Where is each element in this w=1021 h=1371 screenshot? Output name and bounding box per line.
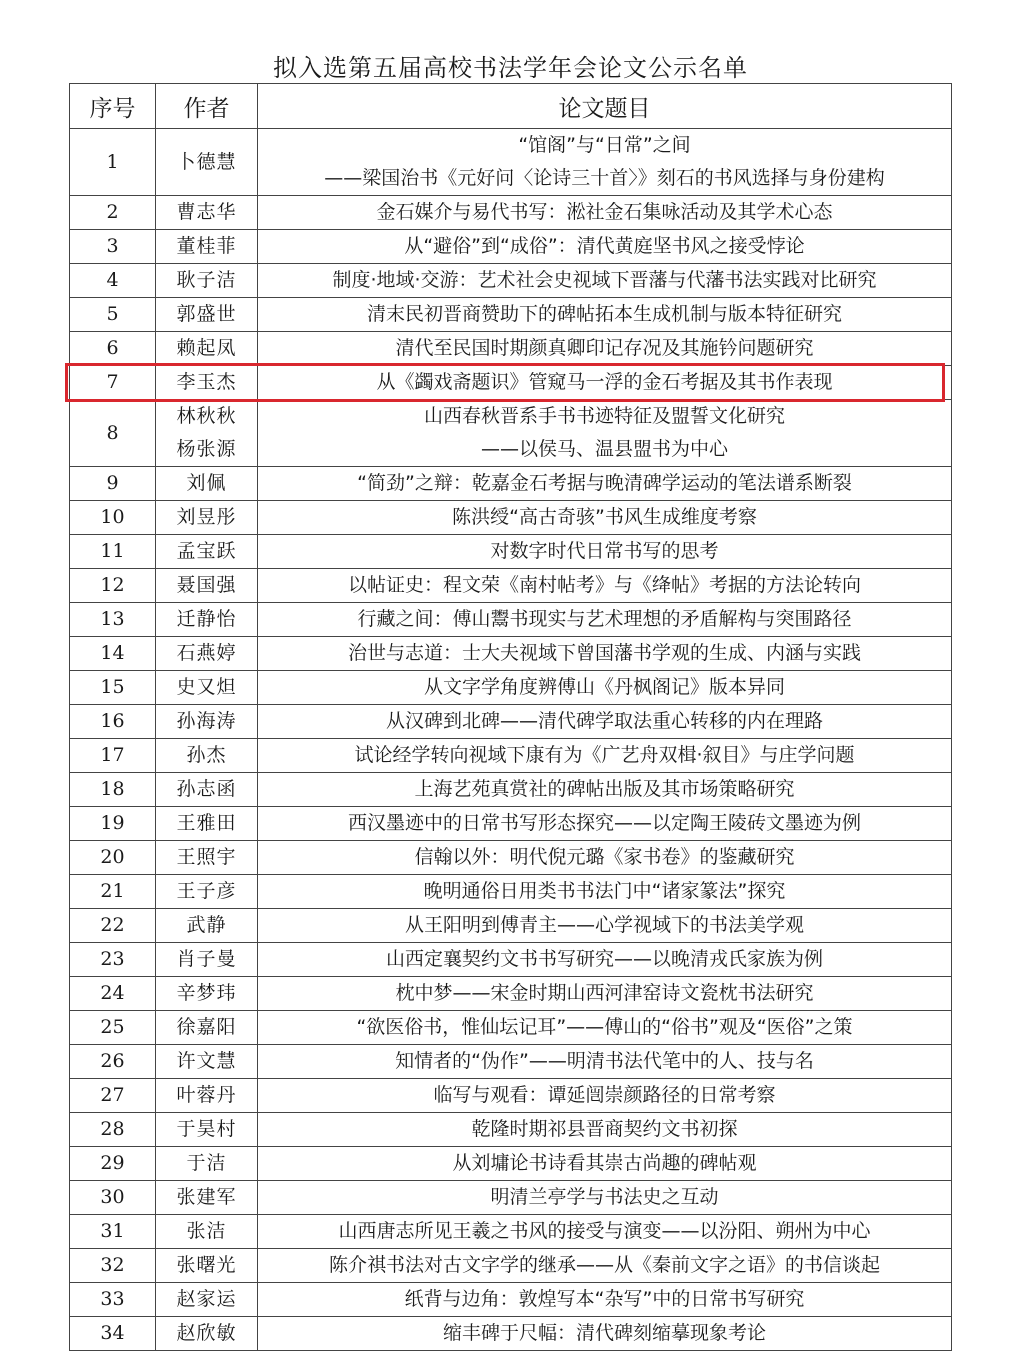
author-name: 林秋秋	[176, 405, 237, 427]
row-number: 28	[70, 1113, 156, 1147]
author-name: 于昊村	[176, 1118, 237, 1140]
table-row	[70, 603, 952, 637]
row-number: 1	[70, 129, 156, 196]
paper-title-line: 枕中梦——宋金时期山西河津窑诗文瓷枕书法研究	[395, 982, 814, 1004]
paper-title-line: 明清兰亭学与书法史之互动	[490, 1186, 719, 1208]
author-name: 杨张源	[176, 438, 237, 460]
row-number: 7	[70, 366, 156, 400]
author-name: 石燕婷	[176, 642, 237, 664]
row-number: 33	[70, 1283, 156, 1317]
row-number: 34	[70, 1317, 156, 1351]
paper-title-cell	[258, 909, 952, 943]
paper-title-cell	[258, 603, 952, 637]
paper-title-cell	[258, 332, 952, 366]
table-row	[70, 841, 952, 875]
author-cell	[156, 1079, 258, 1113]
author-cell	[156, 1147, 258, 1181]
author-cell	[156, 1249, 258, 1283]
author-cell	[156, 1283, 258, 1317]
author-name: 刘昱彤	[176, 506, 237, 528]
paper-title-line: “简劲”之辩：乾嘉金石考据与晚清碑学运动的笔法谱系断裂	[357, 472, 852, 494]
table-row	[70, 1181, 952, 1215]
paper-title-line: 清代至民国时期颜真卿印记存况及其施钤问题研究	[395, 337, 814, 359]
paper-title-cell	[258, 1317, 952, 1351]
author-cell	[156, 807, 258, 841]
author-cell	[156, 841, 258, 875]
table-row	[70, 129, 952, 196]
row-number: 21	[70, 875, 156, 909]
author-cell	[156, 501, 258, 535]
author-cell	[156, 909, 258, 943]
author-name: 于洁	[186, 1152, 227, 1174]
paper-title-line: 乾隆时期祁县晋商契约文书初探	[471, 1118, 738, 1140]
row-number: 13	[70, 603, 156, 637]
table-row	[70, 739, 952, 773]
paper-title-line: 清末民初晋商赞助下的碑帖拓本生成机制与版本特征研究	[366, 303, 842, 325]
author-name: 叶蓉丹	[176, 1084, 237, 1106]
row-number: 5	[70, 298, 156, 332]
author-name: 曹志华	[176, 201, 237, 223]
row-number: 25	[70, 1011, 156, 1045]
table-row	[70, 875, 952, 909]
paper-title-cell	[258, 535, 952, 569]
row-number: 26	[70, 1045, 156, 1079]
paper-title-line: 从文字学角度辨傅山《丹枫阁记》版本异同	[423, 676, 785, 698]
author-name: 孟宝跃	[176, 540, 237, 562]
table-header-row	[70, 84, 952, 129]
paper-title-cell	[258, 1079, 952, 1113]
paper-title-cell	[258, 943, 952, 977]
author-name: 赵家运	[176, 1288, 237, 1310]
paper-title-line: 金石媒介与易代书写：淞社金石集咏活动及其学术心态	[376, 201, 833, 223]
author-cell	[156, 264, 258, 298]
row-number: 32	[70, 1249, 156, 1283]
row-number: 10	[70, 501, 156, 535]
paper-title-line: ——梁国治书《元好问〈论诗三十首〉》刻石的书风选择与身份建构	[324, 167, 885, 189]
author-name: 李玉杰	[176, 371, 237, 393]
row-number: 8	[70, 400, 156, 467]
author-name: 耿子洁	[176, 269, 237, 291]
table-row	[70, 1113, 952, 1147]
paper-title-line: 山西定襄契约文书书写研究——以晚清戎氏家族为例	[385, 948, 823, 970]
author-cell	[156, 977, 258, 1011]
author-cell	[156, 400, 258, 467]
author-name: 郭盛世	[176, 303, 237, 325]
paper-title-line: 缩丰碑于尺幅：清代碑刻缩摹现象考论	[442, 1322, 766, 1344]
author-cell	[156, 1113, 258, 1147]
row-number: 20	[70, 841, 156, 875]
paper-title-cell	[258, 875, 952, 909]
author-name: 王子彦	[176, 880, 237, 902]
paper-title-cell	[258, 1113, 952, 1147]
paper-title-line: “欲医俗书，惟仙坛记耳”——傅山的“俗书”观及“医俗”之策	[356, 1016, 853, 1038]
paper-title-line: 从王阳明到傅青主——心学视域下的书法美学观	[404, 914, 804, 936]
author-cell	[156, 196, 258, 230]
paper-title-cell	[258, 569, 952, 603]
author-cell	[156, 773, 258, 807]
table-row	[70, 1045, 952, 1079]
row-number: 9	[70, 467, 156, 501]
table-row	[70, 1249, 952, 1283]
author-name: 武静	[186, 914, 227, 936]
author-name: 张曙光	[176, 1254, 237, 1276]
table-row	[70, 264, 952, 298]
header-title: 论文题目	[258, 84, 952, 129]
author-cell	[156, 467, 258, 501]
author-name: 赖起凤	[176, 337, 237, 359]
table-row	[70, 569, 952, 603]
table-row	[70, 1011, 952, 1045]
author-name: 刘佩	[186, 472, 227, 494]
author-name: 辛梦玮	[176, 982, 237, 1004]
paper-title-cell	[258, 298, 952, 332]
table-row	[70, 773, 952, 807]
author-cell	[156, 1215, 258, 1249]
table-row	[70, 535, 952, 569]
paper-title-line: 从《蠲戏斋题识》管窥马一浮的金石考据及其书作表现	[376, 371, 833, 393]
paper-title-cell	[258, 1011, 952, 1045]
paper-title-line: 制度·地域·交游：艺术社会史视域下晋藩与代藩书法实践对比研究	[332, 269, 877, 291]
table-row	[70, 943, 952, 977]
author-cell	[156, 671, 258, 705]
paper-title-cell	[258, 366, 952, 400]
table-row	[70, 196, 952, 230]
paper-title-cell	[258, 773, 952, 807]
table-row	[70, 467, 952, 501]
author-cell	[156, 1011, 258, 1045]
author-cell	[156, 332, 258, 366]
row-number: 15	[70, 671, 156, 705]
author-cell	[156, 366, 258, 400]
paper-title-cell	[258, 739, 952, 773]
row-number: 17	[70, 739, 156, 773]
table-row	[70, 705, 952, 739]
row-number: 12	[70, 569, 156, 603]
author-cell	[156, 298, 258, 332]
paper-title-cell	[258, 196, 952, 230]
paper-title-line: 山西春秋晋系手书书迹特征及盟誓文化研究	[423, 405, 785, 427]
row-number: 4	[70, 264, 156, 298]
author-cell	[156, 1045, 258, 1079]
table-row	[70, 909, 952, 943]
paper-title-cell	[258, 977, 952, 1011]
paper-title-line: 晚明通俗日用类书书法门中“诸家篆法”探究	[423, 880, 786, 902]
row-number: 2	[70, 196, 156, 230]
table-body	[70, 129, 952, 1351]
row-number: 23	[70, 943, 156, 977]
paper-title-line: 信翰以外：明代倪元璐《家书卷》的鉴藏研究	[414, 846, 795, 868]
paper-title-line: 从“避俗”到“成俗”：清代黄庭坚书风之接受悖论	[404, 235, 805, 257]
author-cell	[156, 569, 258, 603]
paper-title-line: 纸背与边角：敦煌写本“杂写”中的日常书写研究	[404, 1288, 805, 1310]
paper-list-table	[69, 83, 952, 1351]
paper-title-line: “馆阁”与“日常”之间	[518, 134, 691, 156]
author-name: 史又炟	[176, 676, 237, 698]
paper-title-line: ——以侯马、温县盟书为中心	[480, 438, 728, 460]
page-title: 拟入选第五届高校书法学年会论文公示名单	[273, 54, 748, 82]
author-name: 聂国强	[176, 574, 237, 596]
author-name: 董桂菲	[176, 235, 237, 257]
paper-title-cell	[258, 1283, 952, 1317]
paper-title-cell	[258, 230, 952, 264]
table-row	[70, 1317, 952, 1351]
author-cell	[156, 705, 258, 739]
row-number: 30	[70, 1181, 156, 1215]
paper-title-cell	[258, 671, 952, 705]
table-row	[70, 1215, 952, 1249]
table-row	[70, 1079, 952, 1113]
author-cell	[156, 943, 258, 977]
paper-title-cell	[258, 841, 952, 875]
paper-title-line: 试论经学转向视域下康有为《广艺舟双楫·叙目》与庄学问题	[354, 744, 855, 766]
paper-title-cell	[258, 1045, 952, 1079]
paper-title-cell	[258, 1215, 952, 1249]
paper-title-cell	[258, 1147, 952, 1181]
row-number: 16	[70, 705, 156, 739]
author-cell	[156, 129, 258, 196]
author-cell	[156, 875, 258, 909]
paper-title-line: 陈洪绶“高古奇骇”书风生成维度考察	[452, 506, 757, 528]
table-row	[70, 977, 952, 1011]
paper-title-line: 陈介祺书法对古文字学的继承——从《秦前文字之语》的书信谈起	[328, 1254, 880, 1276]
paper-title-line: 治世与志道：士大夫视域下曾国藩书学观的生成、内涵与实践	[347, 642, 861, 664]
row-number: 6	[70, 332, 156, 366]
author-name: 王雅田	[176, 812, 237, 834]
row-number: 24	[70, 977, 156, 1011]
paper-title-line: 从汉碑到北碑——清代碑学取法重心转移的内在理路	[385, 710, 823, 732]
paper-title-line: 临写与观看：谭延闿崇颜路径的日常考察	[433, 1084, 776, 1106]
table-row	[70, 671, 952, 705]
paper-title-cell	[258, 400, 952, 467]
paper-title-line: 上海艺苑真赏社的碑帖出版及其市场策略研究	[414, 778, 795, 800]
author-name: 赵欣敏	[176, 1322, 237, 1344]
header-num: 序号	[70, 84, 156, 129]
paper-title-cell	[258, 705, 952, 739]
table-row	[70, 807, 952, 841]
author-name: 张建军	[176, 1186, 237, 1208]
paper-title-line: 西汉墨迹中的日常书写形态探究——以定陶王陵砖文墨迹为例	[347, 812, 861, 834]
author-cell	[156, 1317, 258, 1351]
paper-title-cell	[258, 467, 952, 501]
author-cell	[156, 535, 258, 569]
table-row	[70, 400, 952, 467]
table-row	[70, 298, 952, 332]
table-row	[70, 1283, 952, 1317]
row-number: 19	[70, 807, 156, 841]
author-name: 孙志函	[176, 778, 237, 800]
paper-title-cell	[258, 807, 952, 841]
author-cell	[156, 1181, 258, 1215]
author-name: 徐嘉阳	[176, 1016, 237, 1038]
author-name: 许文慧	[176, 1050, 237, 1072]
author-name: 孙海涛	[176, 710, 237, 732]
author-name: 王照宇	[176, 846, 237, 868]
row-number: 14	[70, 637, 156, 671]
row-number: 22	[70, 909, 156, 943]
row-number: 31	[70, 1215, 156, 1249]
table-row	[70, 501, 952, 535]
author-cell	[156, 739, 258, 773]
author-name: 张洁	[186, 1220, 227, 1242]
author-cell	[156, 637, 258, 671]
paper-title-line: 知情者的“伪作”——明清书法代笔中的人、技与名	[395, 1050, 814, 1072]
paper-title-cell	[258, 1249, 952, 1283]
paper-title-cell	[258, 1181, 952, 1215]
paper-title-line: 山西唐志所见王羲之书风的接受与演变——以汾阳、朔州为中心	[338, 1220, 871, 1242]
paper-title-line: 对数字时代日常书写的思考	[490, 540, 719, 562]
header-author: 作者	[156, 84, 258, 129]
table-row	[70, 637, 952, 671]
author-name: 肖子曼	[176, 948, 237, 970]
author-cell	[156, 230, 258, 264]
table-row	[70, 366, 952, 400]
author-name: 孙杰	[186, 744, 227, 766]
author-name: 迁静怡	[176, 608, 237, 630]
row-number: 27	[70, 1079, 156, 1113]
row-number: 29	[70, 1147, 156, 1181]
author-name: 卜德慧	[176, 150, 237, 173]
table-row	[70, 1147, 952, 1181]
paper-title-cell	[258, 264, 952, 298]
row-number: 3	[70, 230, 156, 264]
author-cell	[156, 603, 258, 637]
row-number: 11	[70, 535, 156, 569]
paper-title-cell	[258, 129, 952, 196]
paper-title-line: 行藏之间：傅山鬻书现实与艺术理想的矛盾解构与突围路径	[357, 608, 852, 630]
paper-title-line: 以帖证史：程文荣《南村帖考》与《绛帖》考据的方法论转向	[347, 574, 861, 596]
paper-title-cell	[258, 637, 952, 671]
row-number: 18	[70, 773, 156, 807]
paper-title-cell	[258, 501, 952, 535]
table-row	[70, 230, 952, 264]
paper-title-line: 从刘墉论书诗看其崇古尚趣的碑帖观	[452, 1152, 757, 1174]
table-row	[70, 332, 952, 366]
